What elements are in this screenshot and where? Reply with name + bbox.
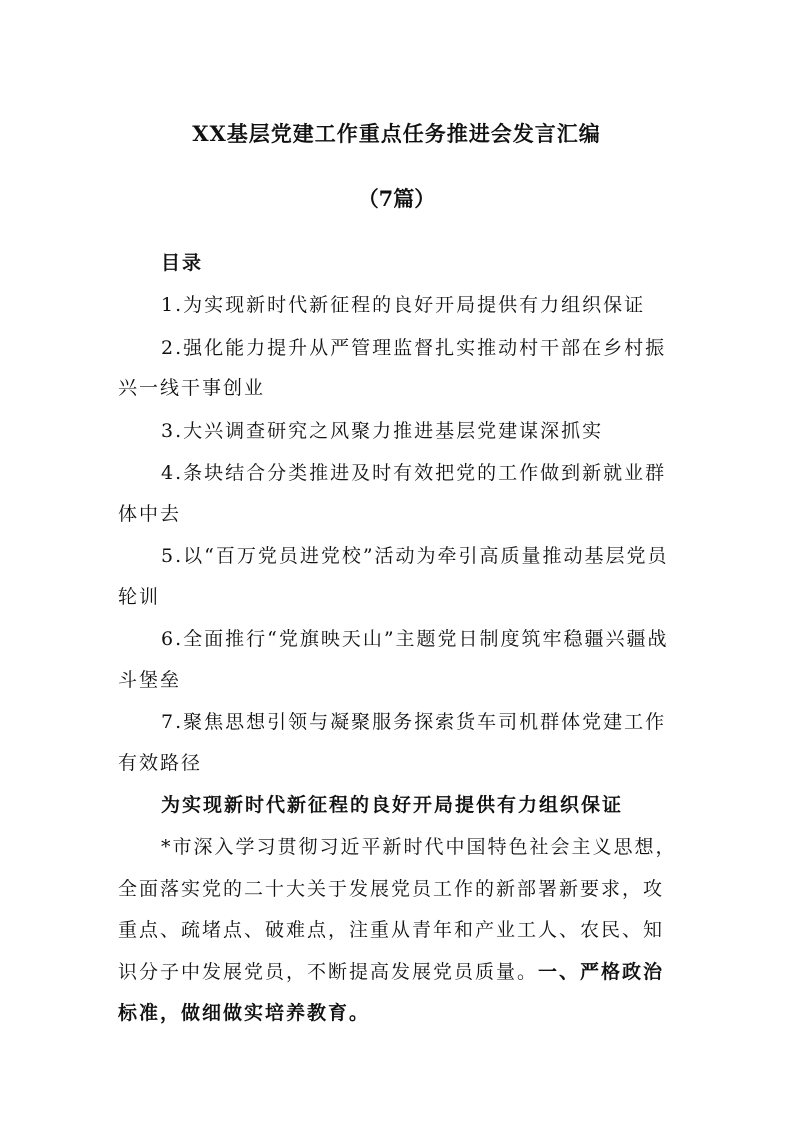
toc-item-6: 6.全面推行“党旗映天山”主题党日制度筑牢稳疆兴疆战 [161, 628, 669, 650]
body-line-4-text: 识分子中发展党员，不断提高发展党员质量。 [118, 961, 539, 983]
toc-item-2-cont: 兴一线干事创业 [118, 377, 266, 399]
body-line-4-bold: 一、严格政治 [538, 961, 665, 983]
toc-item-7: 7.聚焦思想引领与凝聚服务探索货车司机群体党建工作 [161, 711, 667, 733]
document-title: XX基层党建工作重点任务推进会发言汇编 [192, 121, 601, 146]
body-line-1: *市深入学习贯彻习近平新时代中国特色社会主义思想， [161, 836, 677, 858]
body-line-3: 重点、疏堵点、破难点，注重从青年和产业工人、农民、知 [118, 919, 665, 941]
toc-heading: 目录 [161, 252, 204, 274]
toc-item-5: 5.以“百万党员进党校”活动为牵引高质量推动基层党员 [161, 545, 669, 567]
toc-item-2: 2.强化能力提升从严管理监督扎实推动村干部在乡村振 [161, 337, 667, 359]
toc-item-6-cont: 斗堡垒 [118, 669, 182, 691]
toc-item-5-cont: 轮训 [118, 586, 161, 608]
document-subtitle: （7篇） [357, 186, 436, 211]
toc-item-4-cont: 体中去 [118, 503, 182, 525]
toc-item-3: 3.大兴调查研究之风聚力推进基层党建谋深抓实 [161, 420, 604, 442]
body-line-2: 全面落实党的二十大关于发展党员工作的新部署新要求，攻 [118, 878, 665, 900]
body-line-5: 标准，做细做实培养教育。 [118, 1002, 371, 1024]
toc-item-4: 4.条块结合分类推进及时有效把党的工作做到新就业群 [161, 462, 667, 484]
toc-item-1: 1.为实现新时代新征程的良好开局提供有力组织保证 [161, 294, 646, 316]
section-heading: 为实现新时代新征程的良好开局提供有力组织保证 [161, 794, 624, 816]
toc-item-7-cont: 有效路径 [118, 752, 203, 774]
body-line-4 [118, 957, 664, 984]
